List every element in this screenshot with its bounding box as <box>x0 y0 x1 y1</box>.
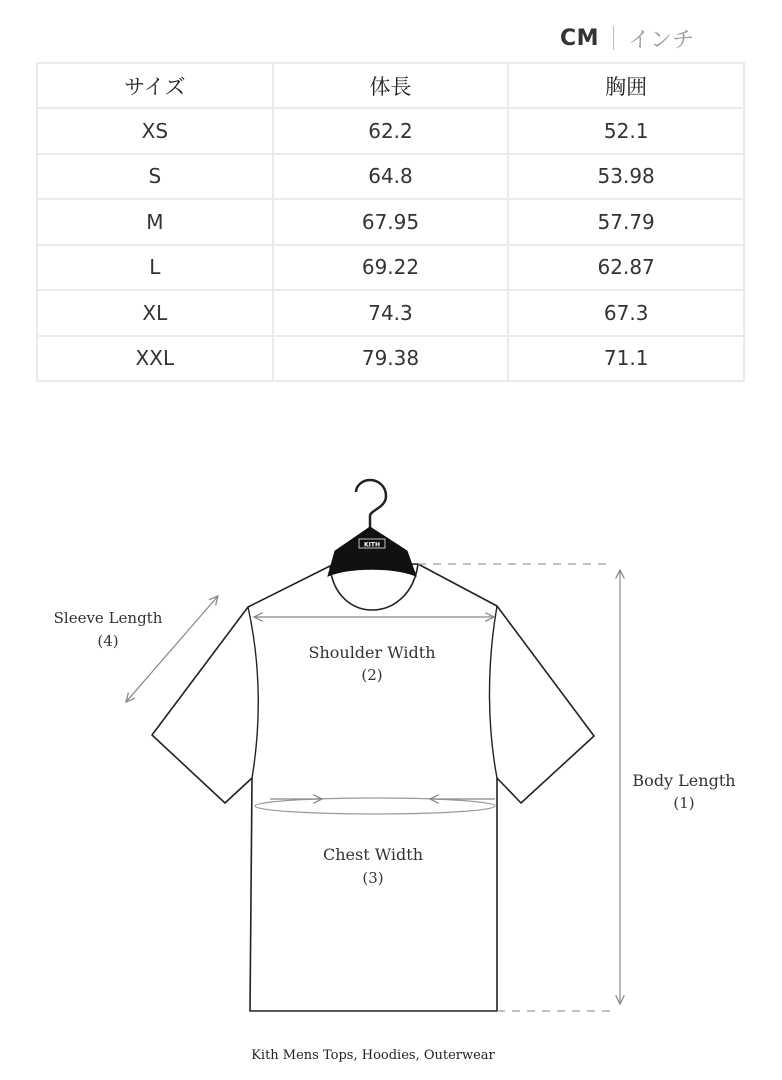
size-cell: S <box>37 154 273 200</box>
table-header-row <box>37 63 744 108</box>
body-length-cell: 79.38 <box>273 336 509 382</box>
chest-cell: 52.1 <box>508 108 744 154</box>
unit-cm-option[interactable]: CM <box>560 25 600 51</box>
hanger-icon <box>328 527 416 576</box>
table-row <box>37 199 744 245</box>
unit-toggle <box>560 22 750 54</box>
size-cell: L <box>37 245 273 291</box>
size-cell: XXL <box>37 336 273 382</box>
tshirt-measurement-diagram <box>0 470 782 1030</box>
unit-divider <box>613 26 614 50</box>
sleeve-length-number: (4) <box>97 632 119 650</box>
body-length-number: (1) <box>673 794 695 812</box>
chest-cell: 71.1 <box>508 336 744 382</box>
shoulder-width-label: Shoulder Width <box>308 643 436 662</box>
size-cell: XS <box>37 108 273 154</box>
size-cell: XL <box>37 290 273 336</box>
header-size: サイズ <box>37 63 273 108</box>
sleeve-length-label: Sleeve Length <box>53 609 163 627</box>
size-chart-table <box>36 62 745 382</box>
shoulder-width-number: (2) <box>361 666 383 684</box>
body-length-label: Body Length <box>632 771 736 790</box>
diagram-caption: Kith Mens Tops, Hoodies, Outerwear <box>251 1048 495 1063</box>
body-length-cell: 64.8 <box>273 154 509 200</box>
hanger-logo: KITH <box>364 541 380 549</box>
table-row <box>37 245 744 291</box>
body-length-cell: 67.95 <box>273 199 509 245</box>
body-length-cell: 74.3 <box>273 290 509 336</box>
chest-cell: 53.98 <box>508 154 744 200</box>
chest-width-label: Chest Width <box>323 845 423 864</box>
chest-cell: 62.87 <box>508 245 744 291</box>
chest-cell: 57.79 <box>508 199 744 245</box>
header-chest: 胸囲 <box>508 63 744 108</box>
size-cell: M <box>37 199 273 245</box>
unit-inch-option[interactable]: インチ <box>628 27 695 53</box>
header-body-length: 体長 <box>273 63 509 108</box>
body-length-cell: 62.2 <box>273 108 509 154</box>
body-length-cell: 69.22 <box>273 245 509 291</box>
hanger-hook-icon <box>356 480 386 528</box>
table-row <box>37 336 744 382</box>
tshirt-outline-icon <box>152 564 594 1011</box>
chest-width-number: (3) <box>362 869 384 887</box>
table-row <box>37 154 744 200</box>
table-row <box>37 108 744 154</box>
table-row <box>37 290 744 336</box>
chest-cell: 67.3 <box>508 290 744 336</box>
